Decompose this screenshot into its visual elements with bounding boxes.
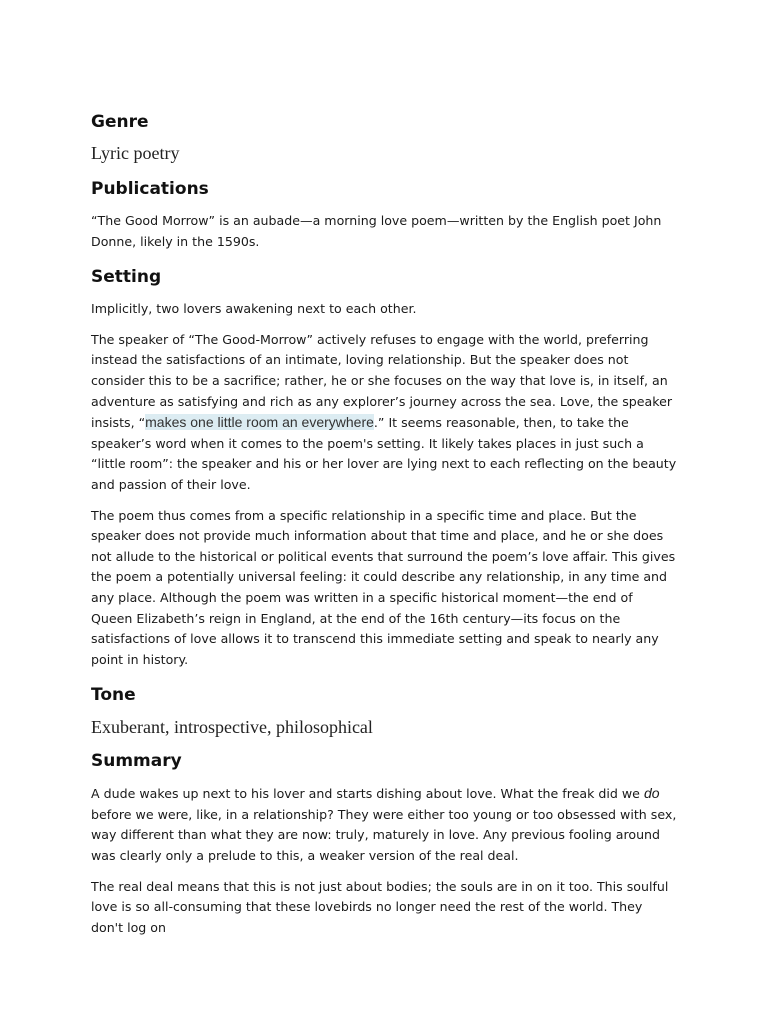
setting-paragraph-3: The poem thus comes from a specific relationship in a specific time and place. But the speaker does not provide much information about that time and place, and he or she does not allude to the historical or political events that surround the poem’s love affair. This gives the poem a potentially universal feeling: it could describe any relationship, in any time and any place. Although the poem was written in a specific historical moment—the end of Queen Elizabeth’s reign in England, at the end of the 16th century—its focus on the satisfactions of love allows it to transcend this immediate setting and speak to nearly any point in history. xyxy=(91,507,676,667)
publications-heading: Publications xyxy=(91,179,209,199)
summary-paragraph-2: The real deal means that this is not just about bodies; the souls are in on it too. This soulful love is so all-consuming that these lovebirds no longer need the rest of the world. They don't log on xyxy=(91,878,669,935)
document-content xyxy=(91,108,677,938)
summary-emphasis: do xyxy=(643,785,660,802)
publications-paragraph: “The Good Morrow” is an aubade—a morning love poem—written by the English poet John Donne, likely in the 1590s. xyxy=(91,213,662,249)
setting-paragraph-1: Implicitly, two lovers awakening next to each other. xyxy=(91,301,417,317)
setting-p2-text-after: .” It seems reasonable, then, to take the speaker’s word when it comes to the poem's setting. It likely takes places in just such a “little room”: the speaker and his or her lover are lying next to each reflecting on the beauty and passion of their love. xyxy=(91,415,677,492)
tone-heading: Tone xyxy=(91,685,136,706)
tone-value: Exuberant, introspective, philosophical xyxy=(91,717,373,738)
setting-p2-text-before: The speaker of “The Good-Morrow” actively refuses to engage with the world, preferring instead the satisfactions of an intimate, loving relationship. But the speaker does not consider this to be a sacrifice; rather, he or she focuses on the way that love is, in itself, an adventure as satisfying and rich as any explorer’s journey across the sea. Love, the speaker insists, “ xyxy=(91,331,673,431)
setting-heading: Setting xyxy=(91,267,162,288)
summary-paragraph-1 xyxy=(91,783,677,866)
summary-p1-text-before: A dude wakes up next to his lover and starts dishing about love. What the freak did we xyxy=(91,786,644,802)
genre-value: Lyric poetry xyxy=(91,143,180,163)
setting-paragraph-2 xyxy=(91,330,677,496)
summary-heading: Summary xyxy=(91,751,182,772)
summary-p1-text-after: before we were, like, in a relationship? They were either too young or too obsessed with sex, way different than what they are now: truly, maturely in love. Any previous fooling around was clearly only a prelude to this, a weaker version of the real deal. xyxy=(91,806,677,864)
highlighted-quote[interactable]: makes one little room an everywhere xyxy=(145,414,374,431)
genre-heading: Genre xyxy=(91,112,149,132)
